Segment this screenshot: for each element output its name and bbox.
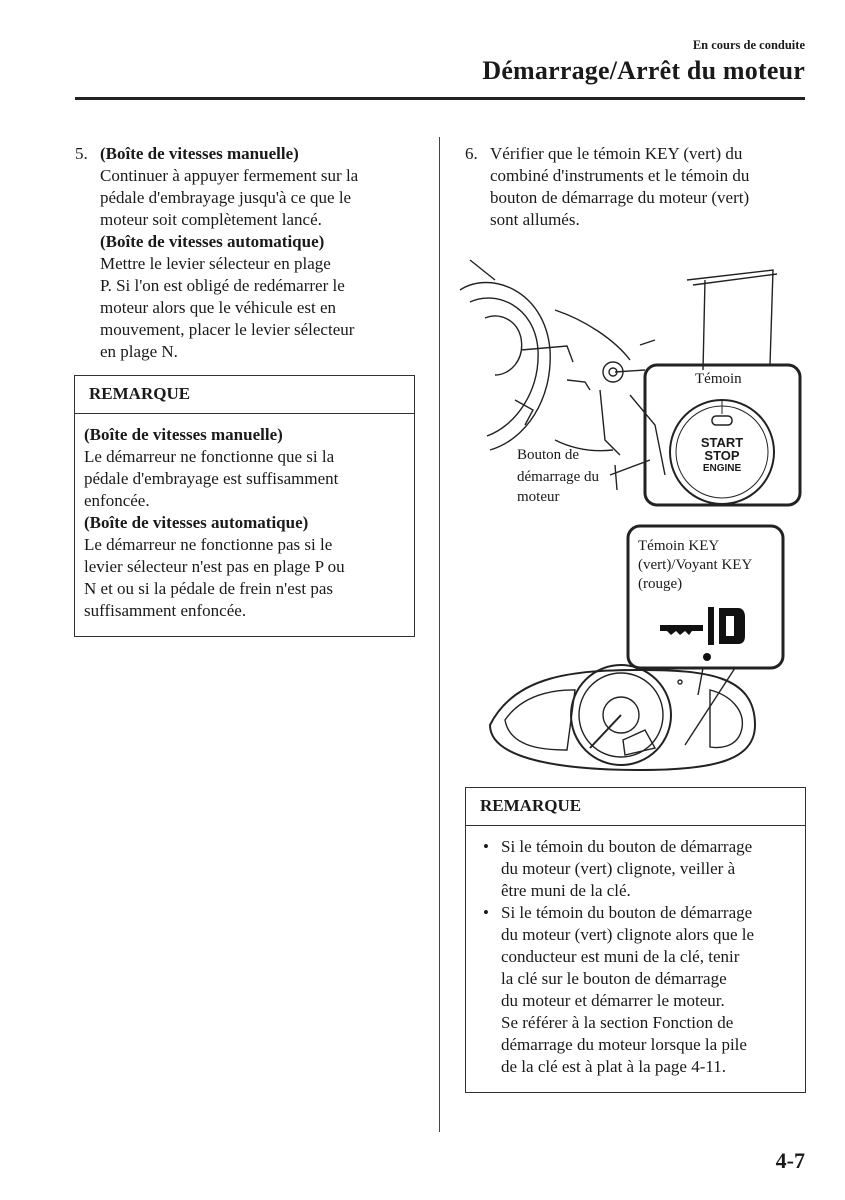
step-text-line: combiné d'instruments et le témoin du: [490, 166, 750, 185]
label-bouton-line: démarrage du: [517, 469, 600, 485]
note-body: [466, 826, 805, 1090]
note-text-line: enfoncée.: [84, 491, 150, 510]
manual-heading: (Boîte de vitesses manuelle): [100, 144, 299, 163]
note-text-line: levier sélecteur n'est pas en plage P ou: [84, 557, 345, 576]
section-title: En cours de conduite: [692, 38, 805, 52]
note-text-line: du moteur et démarrer le moteur.: [501, 991, 725, 1010]
stop-label: STOP: [704, 448, 740, 463]
step-number: 5.: [75, 144, 88, 163]
label-temoin: Témoin: [695, 371, 742, 387]
illustration-drawing: [455, 250, 820, 785]
page-number: 4-7: [775, 1148, 805, 1173]
step-text-line: P. Si l'on est obligé de redémarrer le: [100, 276, 345, 295]
engine-label: ENGINE: [702, 463, 742, 474]
step-text-line: Continuer à appuyer fermement sur la: [100, 166, 359, 185]
note-text-line: Le démarreur ne fonctionne pas si le: [84, 535, 333, 554]
note-body: [75, 414, 414, 634]
step-6: [465, 143, 810, 231]
note-auto-heading: (Boîte de vitesses automatique): [84, 513, 309, 532]
note-text-line: la clé sur le bouton de démarrage: [501, 969, 727, 988]
note-text-line: du moteur (vert) clignote alors que le: [501, 925, 755, 944]
header-rule: [75, 97, 805, 100]
note-text-line: conducteur est muni de la clé, tenir: [501, 947, 740, 966]
note-text-line: Si le témoin du bouton de démarrage: [501, 837, 753, 856]
note-heading: REMARQUE: [75, 376, 414, 414]
step-5: [75, 143, 420, 363]
note-text-line: N et ou si la pédale de frein n'est pas: [84, 579, 334, 598]
label-bouton-line: Bouton de: [517, 447, 580, 463]
note-text-line: du moteur (vert) clignote, veiller à: [501, 859, 736, 878]
auto-heading: (Boîte de vitesses automatique): [100, 232, 325, 251]
note-manual-heading: (Boîte de vitesses manuelle): [84, 425, 283, 444]
label-key-line: (rouge): [638, 576, 683, 592]
step-text-line: pédale d'embrayage jusqu'à ce que le: [100, 188, 352, 207]
step-text-line: bouton de démarrage du moteur (vert): [490, 188, 750, 207]
note-box: [74, 375, 415, 637]
start-stop-button-text: [672, 436, 772, 475]
step-text-line: mouvement, placer le levier sélecteur: [100, 320, 355, 339]
step-text-line: moteur soit complètement lancé.: [100, 210, 322, 229]
label-key-line: (vert)/Voyant KEY: [638, 557, 753, 573]
label-bouton-line: moteur: [517, 489, 560, 505]
step-text-line: sont allumés.: [490, 210, 580, 229]
note-box: [465, 787, 806, 1093]
note-bullet: [481, 836, 796, 902]
dashboard-illustration: [455, 250, 820, 785]
step-number: 6.: [465, 144, 478, 163]
note-text-line: être muni de la clé.: [501, 881, 631, 900]
note-text-line: de la clé est à plat à la page 4-11.: [501, 1057, 726, 1076]
note-text-line: démarrage du moteur lorsque la pile: [501, 1035, 747, 1054]
step-text-line: moteur alors que le véhicule est en: [100, 298, 337, 317]
bullet-dot: •: [483, 837, 489, 856]
column-divider: [439, 137, 440, 1132]
step-text-line: Vérifier que le témoin KEY (vert) du: [490, 144, 743, 163]
note-text-line: suffisamment enfoncée.: [84, 601, 247, 620]
note-text-line: Se référer à la section Fonction de: [501, 1013, 734, 1032]
note-text-line: pédale d'embrayage est suffisamment: [84, 469, 339, 488]
label-key-line: Témoin KEY: [638, 538, 720, 554]
note-bullet: [481, 902, 796, 1078]
note-text-line: Le démarreur ne fonctionne que si la: [84, 447, 335, 466]
step-text-line: en plage N.: [100, 342, 178, 361]
start-label: START: [700, 435, 744, 450]
note-heading: REMARQUE: [466, 788, 805, 826]
step-text-line: Mettre le levier sélecteur en plage: [100, 254, 331, 273]
bullet-dot: •: [483, 903, 489, 922]
note-text-line: Si le témoin du bouton de démarrage: [501, 903, 753, 922]
page-title: Démarrage/Arrêt du moteur: [482, 56, 805, 85]
